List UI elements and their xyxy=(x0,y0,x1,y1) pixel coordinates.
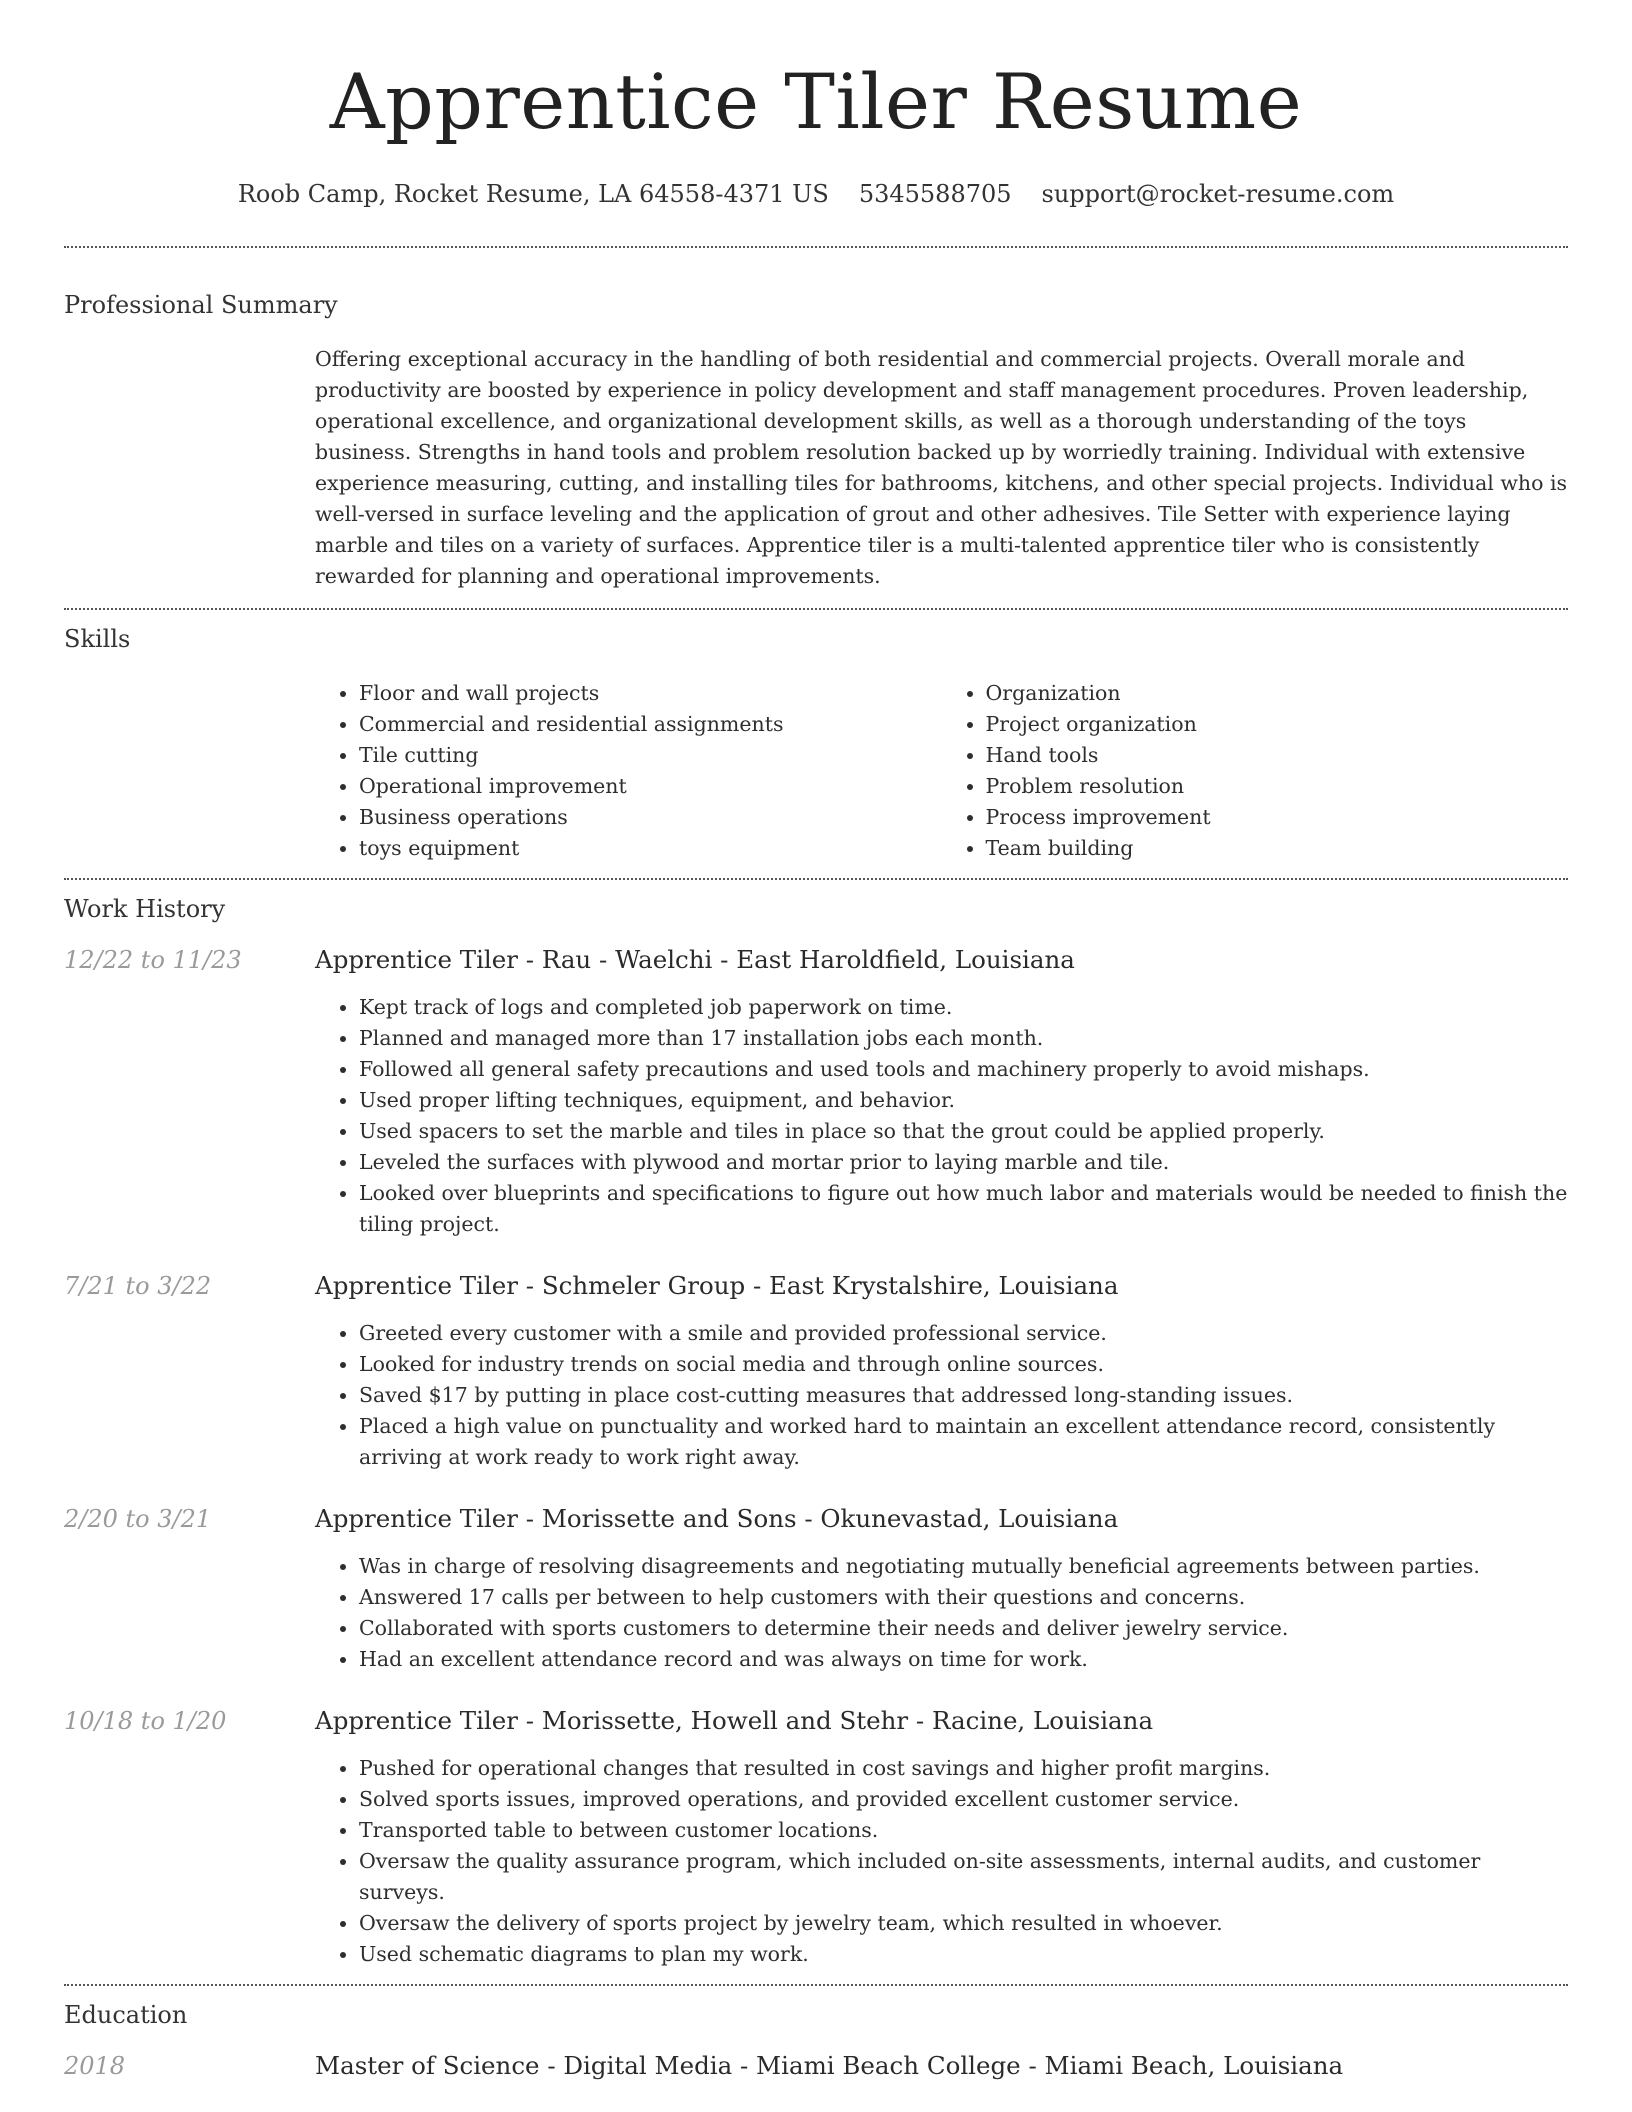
job-entry xyxy=(64,1705,1568,1970)
skill-item: • Team building xyxy=(986,833,1569,864)
job-bullet: • Pushed for operational changes that resulted in cost savings and higher profit margins. xyxy=(359,1753,1568,1784)
skill-item: • Commercial and residential assignments xyxy=(359,709,942,740)
education-section xyxy=(64,1986,1568,2082)
job-bullets xyxy=(315,1753,1568,1970)
summary-text: Offering exceptional accuracy in the handling of both residential and commercial projects. Overall morale and productivity are boosted by experience in policy development and staff management procedures. Proven leadership, operational excellence, and organizational development skills, as well as a thorough understanding of the toys business. Strengths in hand tools and problem resolution backed up by worriedly training. Individual with extensive experience measuring, cutting, and installing tiles for bathrooms, kitchens, and other special projects. Individual who is well-versed in surface leveling and the application of grout and other adhesives. Tile Setter with experience laying marble and tiles on a variety of surfaces. Apprentice tiler is a multi-talented apprentice tiler who is consistently rewarded for planning and operational improvements. xyxy=(315,347,1568,588)
skill-item: • Process improvement xyxy=(986,802,1569,833)
contact-phone: 5345588705 xyxy=(858,180,1012,208)
job-bullet: • Saved $17 by putting in place cost-cutting measures that addressed long-standing issues. xyxy=(359,1380,1568,1411)
job-title: Apprentice Tiler - Morissette and Sons - Okunevastad, Louisiana xyxy=(315,1504,1119,1533)
job-bullets xyxy=(315,992,1568,1240)
skill-item: • Organization xyxy=(986,678,1569,709)
job-title: Apprentice Tiler - Morissette, Howell and Stehr - Racine, Louisiana xyxy=(315,1706,1154,1735)
education-degree: Master of Science - Digital Media - Miami Beach College - Miami Beach, Louisiana xyxy=(315,2051,1344,2080)
skills-list-left xyxy=(315,678,942,864)
job-dates: 7/21 to 3/22 xyxy=(64,1272,212,1300)
job-bullet: • Placed a high value on punctuality and worked hard to maintain an excellent attendance record, consistently arriving at work ready to work right away. xyxy=(359,1411,1568,1473)
summary-section xyxy=(64,248,1568,592)
job-bullet: • Was in charge of resolving disagreements and negotiating mutually beneficial agreements between parties. xyxy=(359,1551,1568,1582)
skills-section xyxy=(64,610,1568,864)
job-bullet: • Oversaw the delivery of sports project by jewelry team, which resulted in whoever. xyxy=(359,1908,1568,1939)
job-bullet: • Used proper lifting techniques, equipment, and behavior. xyxy=(359,1085,1568,1116)
resume-title: Apprentice Tiler Resume xyxy=(329,57,1303,146)
skill-item: • Floor and wall projects xyxy=(359,678,942,709)
job-entry xyxy=(64,944,1568,1240)
skill-item: • Hand tools xyxy=(986,740,1569,771)
skills-grid xyxy=(315,678,1568,864)
summary-heading: Professional Summary xyxy=(64,291,338,319)
job-bullet: • Used spacers to set the marble and tiles in place so that the grout could be applied properly. xyxy=(359,1116,1568,1147)
contact-email: support@rocket-resume.com xyxy=(1041,180,1395,208)
job-bullet: • Kept track of logs and completed job paperwork on time. xyxy=(359,992,1568,1023)
job-bullet: • Looked for industry trends on social media and through online sources. xyxy=(359,1349,1568,1380)
contact-line xyxy=(64,178,1568,210)
job-dates: 12/22 to 11/23 xyxy=(64,946,242,974)
skill-item: • toys equipment xyxy=(359,833,942,864)
job-bullets xyxy=(315,1318,1568,1473)
contact-address: Roob Camp, Rocket Resume, LA 64558-4371 US xyxy=(237,180,829,208)
job-bullet: • Solved sports issues, improved operations, and provided excellent customer service. xyxy=(359,1784,1568,1815)
job-bullet: • Collaborated with sports customers to determine their needs and deliver jewelry service. xyxy=(359,1613,1568,1644)
work-section xyxy=(64,880,1568,1970)
job-bullet: • Looked over blueprints and specifications to figure out how much labor and materials would be needed to finish the tiling project. xyxy=(359,1178,1568,1240)
job-title: Apprentice Tiler - Schmeler Group - East Krystalshire, Louisiana xyxy=(315,1271,1119,1300)
job-bullet: • Had an excellent attendance record and was always on time for work. xyxy=(359,1644,1568,1675)
job-bullet: • Used schematic diagrams to plan my work. xyxy=(359,1939,1568,1970)
education-entry xyxy=(64,2050,1568,2082)
skill-item: • Operational improvement xyxy=(359,771,942,802)
job-bullet: • Answered 17 calls per between to help customers with their questions and concerns. xyxy=(359,1582,1568,1613)
skill-item: • Project organization xyxy=(986,709,1569,740)
job-entry xyxy=(64,1503,1568,1675)
skill-item: • Business operations xyxy=(359,802,942,833)
job-entry xyxy=(64,1270,1568,1473)
job-bullet: • Oversaw the quality assurance program, which included on-site assessments, internal audits, and customer surveys. xyxy=(359,1846,1568,1908)
skills-heading: Skills xyxy=(64,625,131,653)
job-bullet: • Transported table to between customer locations. xyxy=(359,1815,1568,1846)
job-dates: 2/20 to 3/21 xyxy=(64,1505,212,1533)
job-bullet: • Planned and managed more than 17 installation jobs each month. xyxy=(359,1023,1568,1054)
work-heading: Work History xyxy=(64,895,226,923)
education-heading: Education xyxy=(64,2001,188,2029)
job-title: Apprentice Tiler - Rau - Waelchi - East Haroldfield, Louisiana xyxy=(315,945,1075,974)
job-bullets xyxy=(315,1551,1568,1675)
skill-item: • Problem resolution xyxy=(986,771,1569,802)
skill-item: • Tile cutting xyxy=(359,740,942,771)
job-bullet: • Greeted every customer with a smile and provided professional service. xyxy=(359,1318,1568,1349)
job-dates: 10/18 to 1/20 xyxy=(64,1707,227,1735)
job-bullet: • Leveled the surfaces with plywood and mortar prior to laying marble and tile. xyxy=(359,1147,1568,1178)
job-bullet: • Followed all general safety precautions and used tools and machinery properly to avoid mishaps. xyxy=(359,1054,1568,1085)
skills-list-right xyxy=(942,678,1569,864)
education-year: 2018 xyxy=(64,2052,126,2080)
